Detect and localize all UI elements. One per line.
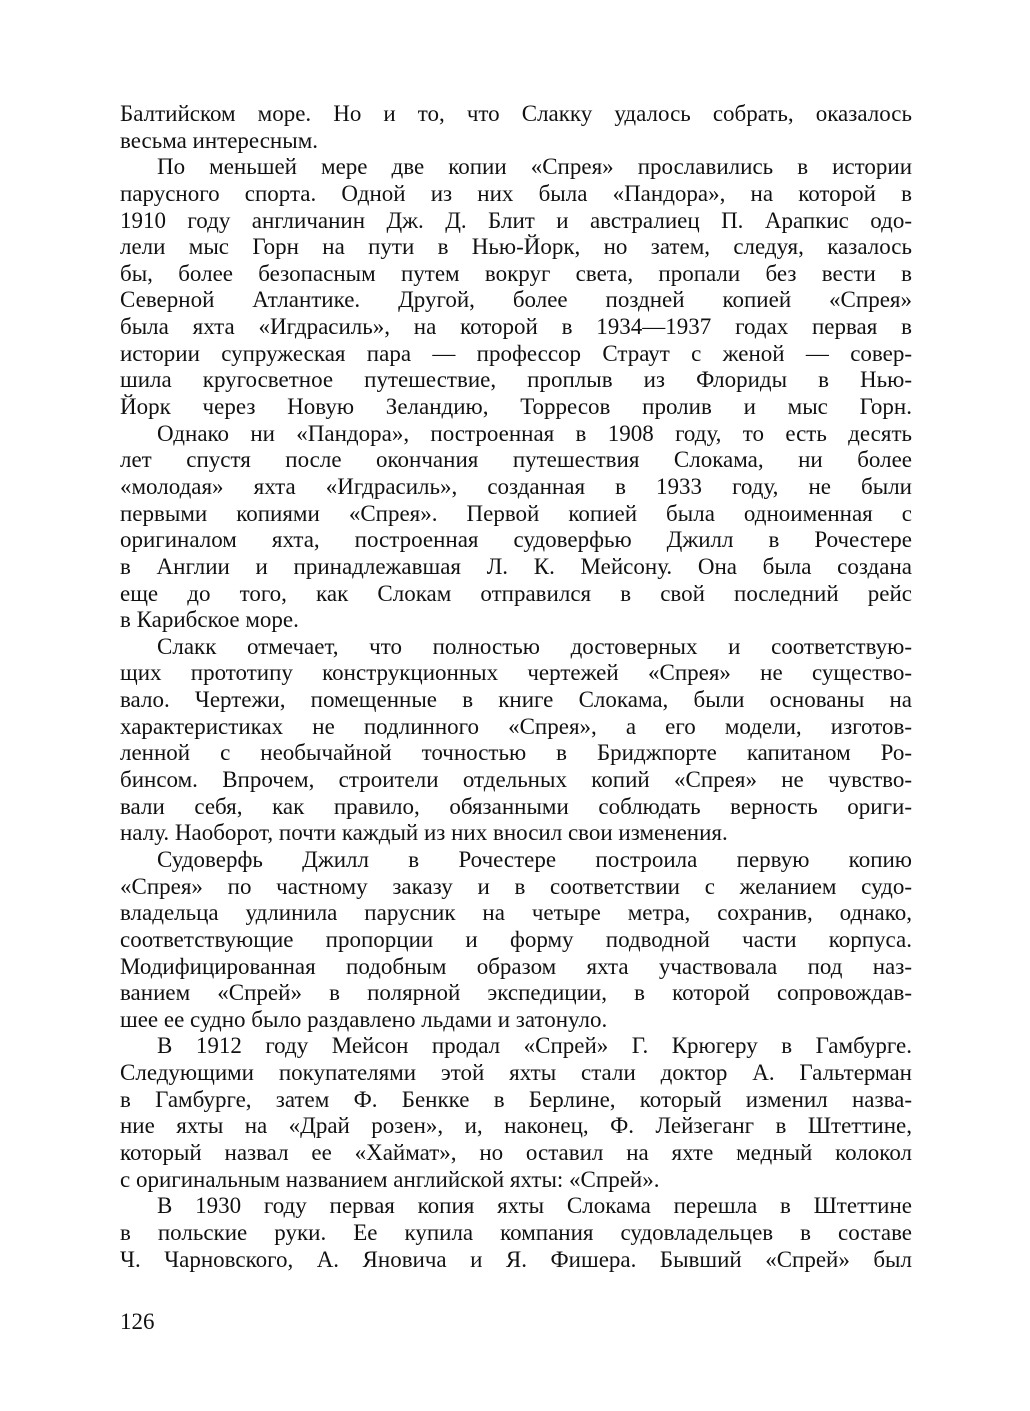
text-line: в польские руки. Ее купила компания судовладельцев в составе xyxy=(120,1219,912,1245)
text-line: который назвал ее «Хаймат», но оставил на яхте медный колокол xyxy=(120,1139,912,1165)
text-line: Слакк отмечает, что полностью достоверных и соответствую- xyxy=(157,633,912,659)
text-line: По меньшей мере две копии «Спрея» прославились в истории xyxy=(157,154,912,180)
text-line: Йорк через Новую Зеландию, Торресов пролив и мыс Горн. xyxy=(120,394,912,420)
page-number: 126 xyxy=(120,1309,155,1334)
text-line: щих прототипу конструкционных чертежей «Спрея» не существо- xyxy=(120,660,912,686)
text-line: лет спустя после окончания путешествия Слокама, ни более xyxy=(120,447,912,473)
text-line: В 1930 году первая копия яхты Слокама перешла в Штеттине xyxy=(157,1193,912,1219)
text-line: истории супружеская пара — профессор Страут с женой — совер- xyxy=(120,340,912,366)
text-line: Балтийском море. Но и то, что Слакку удалось собрать, оказалось xyxy=(120,101,912,126)
paragraph-2 xyxy=(120,154,912,420)
text-line: еще до того, как Слокам отправился в свой последний рейс xyxy=(120,580,912,606)
text-line: «молодая» яхта «Игдрасиль», созданная в 1933 году, не были xyxy=(120,473,912,499)
paragraph-1 xyxy=(120,101,912,154)
paragraph-7 xyxy=(120,1193,912,1273)
paragraph-4 xyxy=(120,634,912,847)
text-line: «Спрея» по частному заказу и в соответствии с желанием судо- xyxy=(120,873,912,899)
text-line: в Карибское море. xyxy=(120,607,299,633)
text-line: в Англии и принадлежавшая Л. К. Мейсону. Она была создана xyxy=(120,553,912,579)
paragraph-6 xyxy=(120,1033,912,1193)
text-line: налу. Наоборот, почти каждый из них вносил свои изменения. xyxy=(120,820,728,846)
text-line: 1910 году англичанин Дж. Д. Блит и австралиец П. Арапкис одо- xyxy=(120,207,912,233)
page-body xyxy=(120,101,912,1273)
text-line: оригиналом яхта, построенная судоверфью Джилл в Рочестере xyxy=(120,527,912,553)
text-line: ленной с необычайной точностью в Бриджпорте капитаном Ро- xyxy=(120,740,912,766)
text-line: Северной Атлантике. Другой, более поздней копией «Спрея» xyxy=(120,287,912,313)
text-line: в Гамбурге, затем Ф. Бенкке в Берлине, который изменил назва- xyxy=(120,1086,912,1112)
text-line: ние яхты на «Драй розен», и, наконец, Ф. Лейзеганг в Штеттине, xyxy=(120,1113,912,1139)
text-line: шее ее судно было раздавлено льдами и затонуло. xyxy=(120,1006,608,1032)
text-line: Следующими покупателями этой яхты стали доктор А. Гальтерман xyxy=(120,1060,912,1086)
paragraph-3 xyxy=(120,421,912,634)
text-line: вали себя, как правило, обязанными соблюдать верность ориги- xyxy=(120,793,912,819)
text-line: ванием «Спрей» в полярной экспедиции, в которой сопровождав- xyxy=(120,980,912,1006)
text-line: соответствующие пропорции и форму подводной части корпуса. xyxy=(120,926,912,952)
text-line: В 1912 году Мейсон продал «Спрей» Г. Крюгеру в Гамбурге. xyxy=(157,1033,912,1059)
text-line: бинсом. Впрочем, строители отдельных копий «Спрея» не чувство- xyxy=(120,767,912,793)
text-line: Судоверфь Джилл в Рочестере построила первую копию xyxy=(157,846,912,872)
text-line: владельца удлинила парусник на четыре метра, сохранив, однако, xyxy=(120,900,912,926)
text-line: вало. Чертежи, помещенные в книге Слокама, были основаны на xyxy=(120,687,912,713)
text-line: шила кругосветное путешествие, проплыв из Флориды в Нью- xyxy=(120,367,912,393)
text-line: первыми копиями «Спрея». Первой копией была одноименная с xyxy=(120,500,912,526)
paragraph-5 xyxy=(120,847,912,1033)
text-line: характеристиках не подлинного «Спрея», а его модели, изготов- xyxy=(120,713,912,739)
text-line: Модифицированная подобным образом яхта участвовала под наз- xyxy=(120,953,912,979)
text-line: бы, более безопасным путем вокруг света, пропали без вести в xyxy=(120,260,912,286)
text-line: весьма интересным. xyxy=(120,127,318,153)
text-line: Ч. Чарновского, А. Яновича и Я. Фишера. Бывший «Спрей» был xyxy=(120,1246,912,1272)
text-line: была яхта «Игдрасиль», на которой в 1934—1937 годах первая в xyxy=(120,314,912,340)
text-line: с оригинальным названием английской яхты: «Спрей». xyxy=(120,1166,660,1192)
text-line: парусного спорта. Одной из них была «Пандора», на которой в xyxy=(120,180,912,206)
text-line: Однако ни «Пандора», построенная в 1908 году, то есть десять xyxy=(157,420,912,446)
text-line: лели мыс Горн на пути в Нью-Йорк, но затем, следуя, казалось xyxy=(120,234,912,260)
